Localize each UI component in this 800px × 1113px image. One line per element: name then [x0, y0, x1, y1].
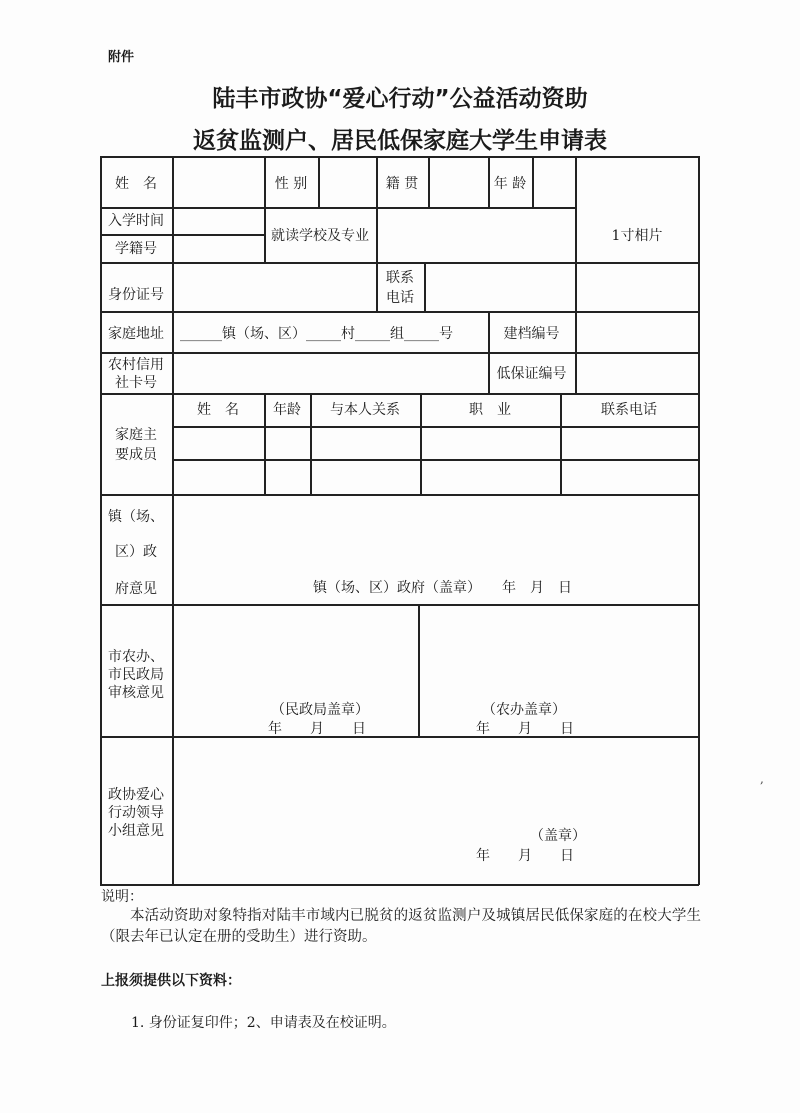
family-label-line2: 要成员	[115, 447, 157, 463]
agri-office-date: 年 月 日	[476, 721, 574, 737]
family-job-header: 职 业	[469, 402, 511, 418]
notes-text: 本活动资助对象特指对陆丰市域内已脱贫的返贫监测户及城镇居民低保家庭的在校大学生（限去年已认定在册的受助生）进行资助。	[101, 908, 701, 945]
cppcc-opinion-label-line1: 政协爱心	[108, 787, 164, 803]
page-title-line1: 陆丰市政协“爱心行动”公益活动资助	[212, 86, 588, 112]
age-label: 年 龄	[493, 176, 527, 192]
cppcc-opinion-label-line2: 行动领导	[108, 805, 164, 821]
home-address-label: 家庭地址	[108, 326, 164, 342]
civil-affairs-seal: （民政局盖章）	[271, 702, 369, 718]
page-title-line2: 返贫监测户、居民低保家庭大学生申请表	[193, 128, 607, 154]
town-seal-text: 镇（场、区）政府（盖章） 年 月 日	[313, 580, 572, 596]
school-major-label: 就读学校及专业	[271, 228, 369, 244]
family-relation-header: 与本人关系	[330, 402, 400, 418]
phone-label-line2: 电话	[386, 290, 414, 306]
scan-mark: ,	[760, 772, 764, 786]
archive-no-label: 建档编号	[503, 326, 560, 342]
id-no-label: 身份证号	[108, 287, 164, 303]
town-opinion-label-line2: 区）政	[115, 544, 157, 560]
city-opinion-label-line2: 市民政局	[108, 667, 164, 683]
gender-label: 性 别	[274, 176, 308, 192]
attachment-label: 附件	[108, 50, 135, 65]
address-fill-line: ______镇（场、区）_____村_____组_____号	[180, 326, 453, 342]
cppcc-seal: （盖章）	[530, 828, 586, 844]
dibao-no-label: 低保证编号	[496, 366, 567, 382]
materials-heading: 上报须提供以下资料：	[101, 973, 241, 989]
rural-card-label-line1: 农村信用	[108, 357, 164, 373]
name-label: 姓 名	[115, 176, 157, 192]
cppcc-date: 年 月 日	[476, 848, 574, 864]
materials-list: 1. 身份证复印件；2、申请表及在校证明。	[131, 1015, 396, 1031]
city-opinion-label-line1: 市农办、	[108, 649, 164, 665]
family-label-line1: 家庭主	[115, 427, 157, 443]
student-no-label: 学籍号	[115, 241, 157, 257]
town-opinion-label-line3: 府意见	[115, 581, 157, 597]
native-place-label: 籍 贯	[385, 176, 419, 192]
civil-affairs-date: 年 月 日	[268, 721, 366, 737]
family-name-header: 姓 名	[197, 402, 239, 418]
notes-heading: 说明：	[101, 889, 143, 905]
enroll-time-label: 入学时间	[108, 213, 164, 229]
cppcc-opinion-label-line3: 小组意见	[108, 823, 164, 839]
city-opinion-label-line3: 审核意见	[108, 685, 164, 701]
town-opinion-label-line1: 镇（场、	[108, 509, 164, 525]
photo-placeholder: 1寸相片	[611, 228, 663, 244]
phone-label-line1: 联系	[386, 270, 414, 286]
agri-office-seal: （农办盖章）	[482, 702, 566, 718]
family-age-header: 年龄	[273, 402, 301, 418]
rural-card-label-line2: 社卡号	[115, 375, 157, 391]
family-phone-header: 联系电话	[601, 402, 657, 418]
